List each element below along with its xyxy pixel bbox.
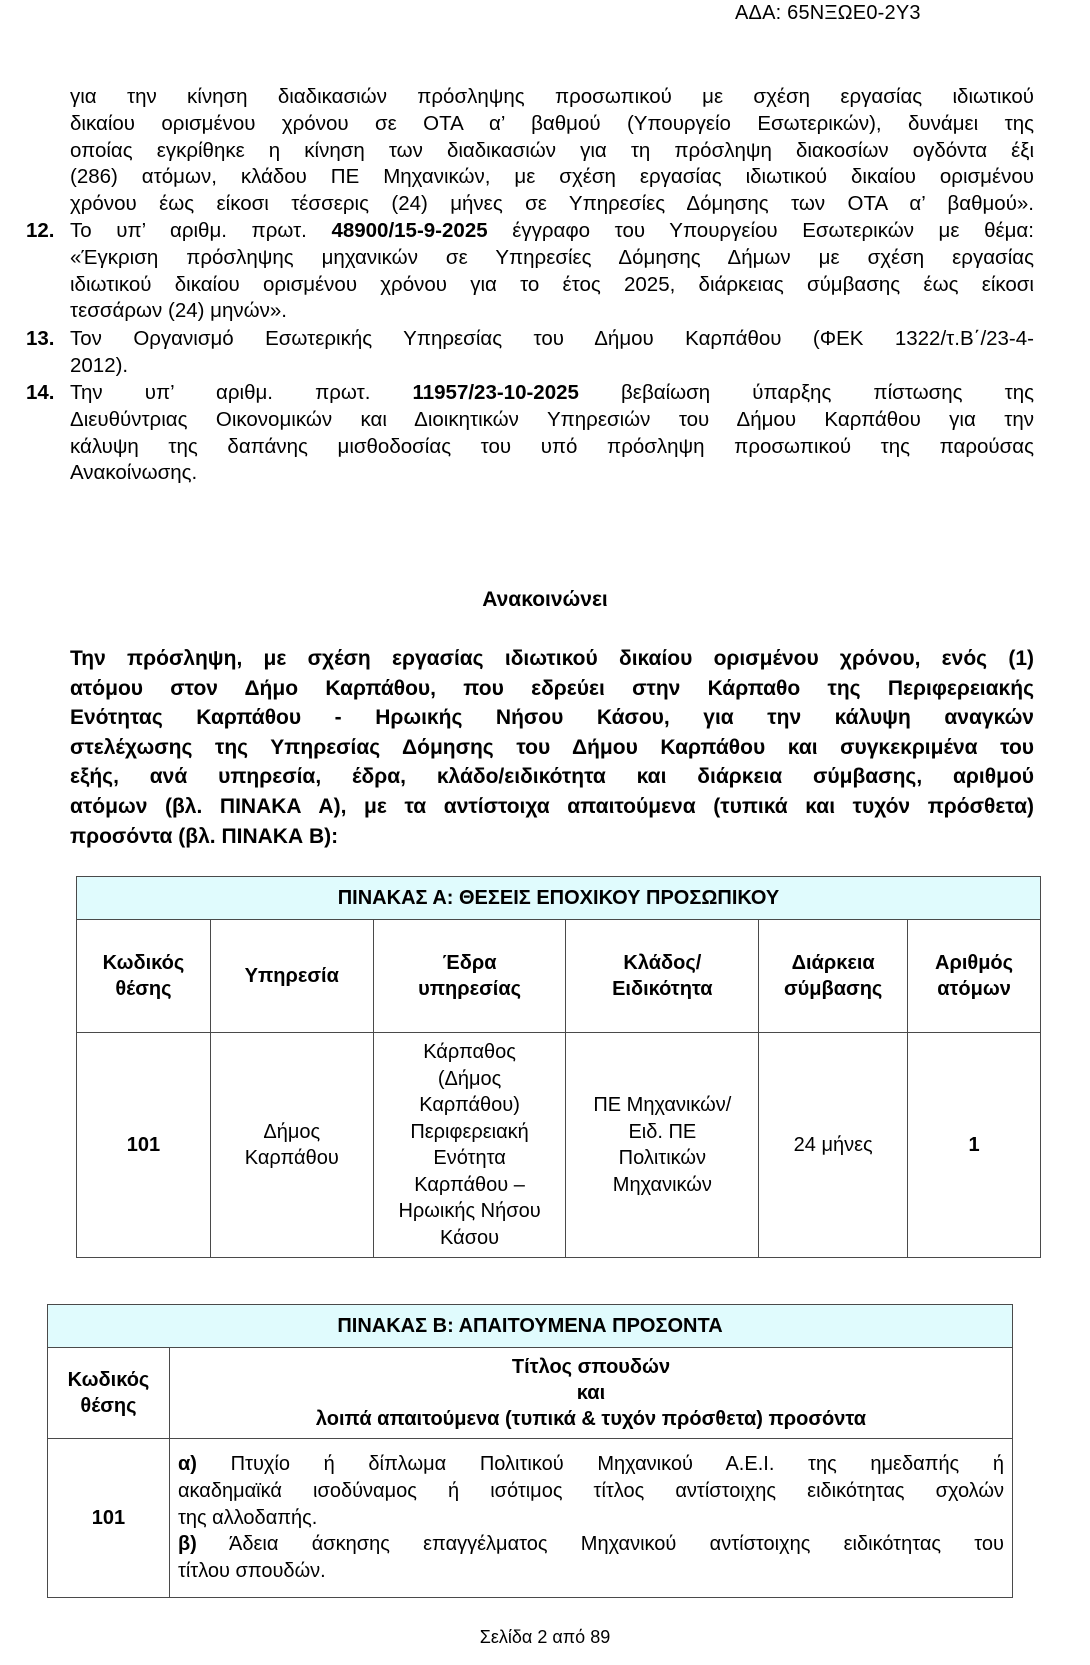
text-line: χρόνου έως είκοσι τέσσερις (24) μήνες σε Υπηρεσίες Δόμησης των ΟΤΑ α’ βαθμού». (70, 192, 1034, 216)
requirement-label-a: α) (177, 1453, 197, 1475)
table-a-positions (76, 876, 1041, 1258)
announcement-paragraph (70, 644, 1034, 851)
header-text: ατόμων (937, 978, 1011, 1000)
table-header-row (48, 1348, 1013, 1439)
text-line (178, 1531, 1004, 1558)
text-line: τεσσάρων (24) μηνών». (70, 299, 287, 323)
table-b-title: ΠΙΝΑΚΑΣ Β: ΑΠΑΙΤΟΥΜΕΝΑ ΠΡΟΣΟΝΤΑ (48, 1305, 1013, 1348)
text-line: ιδιωτικού δικαίου ορισμένου χρόνου για το έτος 2025, διάρκειας σύμβασης έως είκοσι (70, 272, 1034, 296)
intro-paragraph (70, 84, 1034, 218)
cell-text: Κάρπαθος (423, 1041, 516, 1063)
cell-text: Περιφερειακή (410, 1120, 529, 1143)
table-a-title: ΠΙΝΑΚΑΣ Α: ΘΕΣΕΙΣ ΕΠΟΧΙΚΟΥ ΠΡΟΣΩΠΙΚΟΥ (77, 877, 1041, 920)
header-service (210, 920, 373, 1033)
header-text: Ειδικότητα (612, 978, 713, 1000)
protocol-number: 11957/23-10-2025 (412, 381, 579, 404)
text-line: τίτλου σπουδών. (177, 1560, 326, 1583)
list-item-13 (26, 326, 1034, 380)
text-fragment: Άδεια άσκησης επαγγέλματος Μηχανικού αντίστοιχης ειδικότητας του (196, 1533, 1004, 1556)
text-line: οποίας εγκρίθηκε η κίνηση των διαδικασιών για τη πρόσληψη διακοσίων ογδόντα έξι (70, 138, 1034, 162)
table-header-row (77, 920, 1041, 1033)
text-line (178, 1451, 1004, 1478)
cell-persons: 1 (908, 1033, 1041, 1258)
cell-text: Καρπάθου – (414, 1173, 525, 1196)
header-seat (373, 920, 566, 1033)
text-fragment: Την υπ’ αριθμ. πρωτ. (70, 381, 413, 404)
header-duration (759, 920, 908, 1033)
cell-text: Ενότητα (433, 1147, 506, 1169)
item-number: 12. (26, 219, 55, 242)
text-line: Διευθύντριας Οικονομικών και Διοικητικών Υπηρεσιών του Δήμου Καρπάθου για την (70, 407, 1034, 431)
text-line (70, 218, 1034, 245)
cell-text: ΠΕ Μηχανικών/ (593, 1094, 732, 1116)
protocol-number: 48900/15-9-2025 (331, 219, 488, 242)
table-b-qualifications (47, 1304, 1013, 1598)
header-text: θέσης (80, 1395, 137, 1417)
announcement-heading: Ανακοινώνει (482, 588, 608, 611)
header-text: Κωδικός (102, 952, 185, 974)
text-line: εξής, ανά υπηρεσία, έδρα, κλάδο/ειδικότητα και διάρκεια σύμβασης, αριθμού (70, 765, 1034, 789)
cell-seat (373, 1033, 566, 1258)
cell-text: Μηχανικών (612, 1173, 712, 1196)
text-line: Ανακοίνωσης. (70, 461, 198, 485)
list-item-12 (26, 218, 1034, 325)
cell-text: Κάσου (440, 1226, 500, 1249)
cell-code: 101 (48, 1439, 170, 1598)
ada-code: ΑΔΑ: 65ΝΞΩΕ0-2Υ3 (735, 2, 921, 24)
text-fragment: βεβαίωση ύπαρξης πίστωσης της (578, 381, 1034, 404)
header-text: Υπηρεσία (244, 965, 339, 987)
text-line: προσόντα (βλ. ΠΙΝΑΚΑ Β): (70, 824, 339, 848)
header-text: Κωδικός (67, 1369, 150, 1391)
header-text: Αριθμός (935, 952, 1014, 974)
header-text: Κλάδος/ (623, 952, 702, 974)
text-line: «Έγκριση πρόσληψης μηχανικών σε Υπηρεσίες Δόμησης Δήμων με σχέση εργασίας (70, 245, 1034, 269)
cell-text: Ειδ. ΠΕ (628, 1120, 697, 1143)
header-persons (908, 920, 1041, 1033)
cell-text: (Δήμος (437, 1067, 502, 1090)
text-line: για την κίνηση διαδικασιών πρόσληψης προσωπικού με σχέση εργασίας ιδιωτικού (70, 85, 1034, 108)
text-fragment: έγγραφο του Υπουργείου Εσωτερικών με θέμα: (487, 219, 1034, 242)
text-line: 2012). (70, 353, 129, 377)
text-line: ατόμου στον Δήμο Καρπάθου, που εδρεύει στην Κάρπαθο της Περιφερειακής (70, 676, 1034, 700)
text-line: της αλλοδαπής. (177, 1506, 318, 1529)
cell-text: Καρπάθου) (419, 1094, 520, 1116)
header-branch (566, 920, 759, 1033)
cell-text: Πολιτικών (618, 1147, 707, 1169)
text-line: στελέχωσης της Υπηρεσίας Δόμησης του Δήμου Καρπάθου και συγκεκριμένα του (70, 735, 1034, 759)
header-text: Διάρκεια (791, 952, 875, 974)
header-text: λοιπά απαιτούμενα (τυπικά & τυχόν πρόσθετα) προσόντα (315, 1408, 867, 1430)
header-code (77, 920, 211, 1033)
header-text: και (576, 1382, 606, 1404)
text-line: Την πρόσληψη, με σχέση εργασίας ιδιωτικού δικαίου ορισμένου χρόνου, ενός (1) (70, 647, 1034, 670)
table-title-row (48, 1305, 1013, 1348)
text-fragment: Πτυχίο ή δίπλωμα Πολιτικού Μηχανικού Α.Ε.Ι. της ημεδαπής ή (196, 1453, 1004, 1475)
text-line: Τον Οργανισμό Εσωτερικής Υπηρεσίας του Δήμου Καρπάθου (ΦΕΚ 1322/τ.Β΄/23-4- (70, 327, 1034, 350)
cell-service (210, 1033, 373, 1258)
cell-code: 101 (77, 1033, 211, 1258)
requirement-label-b: β) (177, 1533, 197, 1556)
item-number: 13. (26, 327, 55, 350)
table-row (48, 1439, 1013, 1598)
text-line: Ενότητας Καρπάθου - Ηρωικής Νήσου Κάσου, για την κάλυψη αναγκών (70, 706, 1034, 730)
text-fragment: Το υπ’ αριθμ. πρωτ. (70, 219, 332, 242)
cell-branch (566, 1033, 759, 1258)
list-item-14 (26, 380, 1034, 487)
cell-text: Δήμος (263, 1120, 321, 1143)
cell-text: Καρπάθου (244, 1147, 339, 1169)
text-line: ατόμων (βλ. ΠΙΝΑΚΑ Α), με τα αντίστοιχα απαιτούμενα (τυπικά και τυχόν πρόσθετα) (70, 794, 1034, 818)
page-number: Σελίδα 2 από 89 (479, 1627, 611, 1647)
header-text: σύμβασης (783, 978, 883, 1000)
header-code (48, 1348, 170, 1439)
cell-requirements (169, 1439, 1012, 1598)
header-text: Έδρα (442, 952, 497, 974)
item-number: 14. (26, 381, 55, 404)
text-line (70, 380, 1034, 407)
text-line: κάλυψη της δαπάνης μισθοδοσίας του υπό πρόσληψη προσωπικού της παρούσας (70, 434, 1034, 458)
header-requirements (169, 1348, 1012, 1439)
cell-duration: 24 μήνες (759, 1033, 908, 1258)
table-title-row (77, 877, 1041, 920)
header-text: υπηρεσίας (418, 978, 522, 1000)
text-line: ακαδημαϊκά ισοδύναμος ή ισότιμος τίτλος αντίστοιχης ειδικότητας σχολών (177, 1479, 1004, 1502)
table-row (77, 1033, 1041, 1258)
text-line: δικαίου ορισμένου χρόνου σε ΟΤΑ α’ βαθμού (Υπουργείο Εσωτερικών), δυνάμει της (70, 111, 1034, 135)
header-text: Τίτλος σπουδών (511, 1356, 671, 1378)
header-text: θέσης (115, 978, 172, 1000)
text-line: (286) ατόμων, κλάδου ΠΕ Μηχανικών, με σχέση εργασίας ιδιωτικού δικαίου ορισμένου (70, 165, 1034, 189)
cell-text: Ηρωικής Νήσου (398, 1200, 541, 1222)
